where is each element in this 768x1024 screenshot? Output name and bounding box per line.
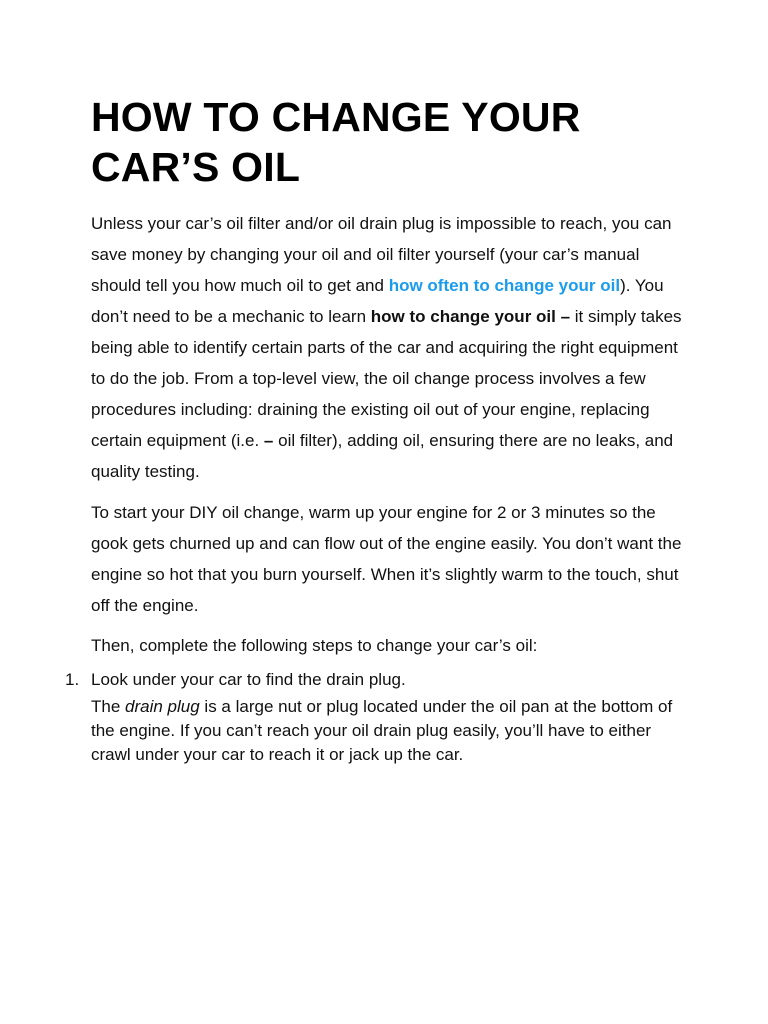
intro-text-1: Unless your car’s oil filter and/or oil drain plug is impossible to reach, you can save money by changing your oil and oil filter yourself (your car’s manual should tell you how much oil to get and	[91, 214, 672, 295]
intro-dash: –	[263, 431, 274, 450]
intro-paragraph	[91, 208, 691, 487]
article-title	[91, 92, 691, 192]
intro-text-2: ). You don’t need to be a mechanic to learn	[91, 276, 664, 326]
steps-list	[65, 667, 691, 767]
step-number: 1.	[65, 670, 80, 689]
intro-text-3: it simply takes being able to identify certain parts of the car and acquiring the right equipment to do the job. From a top-level view, the oil change process involves a few procedures including: draining the existing oil out of your engine, replacing certain equipment (i.e.	[91, 307, 682, 450]
title-line-2: CAR’S OIL	[91, 144, 301, 190]
steps-intro-paragraph: Then, complete the following steps to change your car’s oil:	[91, 636, 538, 655]
step-detail-rest: is a large nut or plug located under the oil pan at the bottom of the engine. If you can’t reach your oil drain plug easily, you’ll have to either crawl under your car to reach it or jack up the car.	[91, 697, 673, 764]
how-often-link[interactable]: how often to change your oil	[388, 276, 621, 295]
step-detail-prefix: The	[91, 697, 126, 716]
step-detail-term: drain plug	[125, 697, 200, 716]
step-detail	[91, 695, 691, 767]
title-line-1: HOW TO CHANGE YOUR	[91, 94, 581, 140]
intro-text-4: oil filter), adding oil, ensuring there are no leaks, and quality testing.	[91, 431, 674, 481]
warm-up-paragraph: To start your DIY oil change, warm up your engine for 2 or 3 minutes so the gook gets churned up and can flow out of the engine easily. You don’t want the engine so hot that you burn yourself. When it’s slightly warm to the touch, shut off the engine.	[91, 503, 682, 615]
intro-bold-phrase: how to change your oil –	[370, 307, 571, 326]
article-body	[65, 92, 691, 767]
step-title: Look under your car to find the drain plug.	[91, 670, 406, 689]
list-item	[65, 667, 691, 767]
